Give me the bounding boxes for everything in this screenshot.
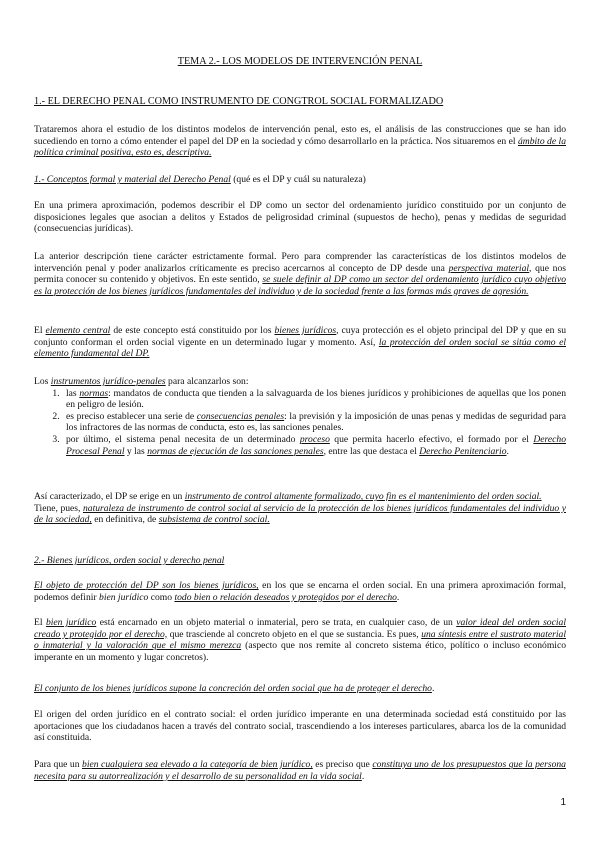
- emphasis-run: valor ideal del orden social creado y protegido por el derecho,: [34, 617, 566, 640]
- emphasis-run: bien jurídico: [45, 617, 97, 628]
- characterization-line: [34, 491, 566, 503]
- emphasis-run: El objeto de protección del DP son los bienes jurídicos,: [34, 580, 259, 591]
- list-item: 1. las normas: mandatos de conducta que tienden a la salvaguarda de los bienes jurídicos y prohibiciones de aquellas que los ponen en peligro de lesión.: [62, 388, 566, 411]
- emphasis-run: Derecho Penitenciario: [419, 445, 507, 457]
- text-run: , entre las que destaca el: [323, 445, 420, 457]
- text-run: , cuya protección es el objeto principal del DP y que en su conjunto conforman el orden social vigente en un determinado lugar y momento. Así,: [34, 325, 566, 348]
- text-run: es preciso que: [312, 759, 373, 770]
- text-run: que permita hacerlo efectivo, el formado por el: [329, 433, 534, 445]
- emphasis-run: ámbito de la política criminal positiva, esto es, descriptiva.: [34, 135, 566, 159]
- instruments-list: [34, 388, 566, 458]
- text-run: para alcanzarlos son:: [165, 376, 249, 387]
- text-run: , que nos permita conocer su contenido y objetivos. En este sentido,: [34, 262, 567, 286]
- text-run: El: [34, 617, 46, 628]
- instruments-intro: [34, 376, 566, 388]
- emphasis-run: naturaleza de instrumento de control social al servicio de la protección de los bienes jurídicos fundamentales del individuo y de la sociedad,: [34, 502, 566, 526]
- text-run: .: [431, 683, 435, 694]
- text-run: está encarnado en un objeto material o inmaterial, pero se trata, en cualquier caso, de un: [96, 617, 457, 628]
- italic-run: bien jurídico: [99, 591, 149, 603]
- section-heading: 1.- EL DERECHO PENAL COMO INSTRUMENTO DE CONGTROL SOCIAL FORMALIZADO: [34, 96, 444, 107]
- list-item: [62, 411, 566, 434]
- text-run: en los que se encarna el orden social. En una primera aproximación formal, podemos definir: [34, 580, 566, 603]
- paragraph-social-order: [34, 683, 566, 695]
- emphasis-run: instrumentos jurídico-penales: [50, 376, 166, 387]
- emphasis-run: elemento central: [45, 325, 111, 336]
- emphasis-run: normas de ejecución de las sanciones penales: [147, 445, 324, 457]
- instruments-block: [34, 376, 566, 457]
- paragraph-central-element: [34, 325, 566, 360]
- text-run: como: [148, 591, 175, 603]
- emphasis-run: subsistema de control social.: [158, 514, 270, 526]
- emphasis-run: consecuencias penales: [196, 410, 285, 422]
- text-run: Los: [34, 376, 51, 387]
- text-run: .: [361, 770, 365, 782]
- text-run: Así caracterizado, el DP se erige en un: [34, 491, 185, 502]
- subsection-title: 1.- Conceptos formal y material del Derecho Penal: [34, 174, 231, 185]
- page-number: 1: [560, 797, 566, 808]
- paragraph-legal-good: [34, 617, 566, 663]
- subsection-note: (qué es el DP y cuál su naturaleza): [230, 174, 366, 185]
- emphasis-run: El conjunto de los bienes jurídicos supone la concreción del orden social que ha de proteger el derecho: [34, 683, 432, 694]
- emphasis-run: instrumento de control altamente formalizado, cuyo fin es el mantenimiento del orden social.: [184, 491, 542, 502]
- emphasis-run: todo bien o relación deseados y protegidos por el derecho: [174, 591, 397, 603]
- text-run: : mandatos de conducta que tienden a la salvaguarda de los bienes jurídicos y prohibiciones de aquellas que los ponen en peligro de lesión.: [66, 387, 566, 411]
- text-run: y las: [124, 445, 148, 457]
- page-title: TEMA 2.- LOS MODELOS DE INTERVENCIÓN PENAL: [177, 56, 423, 67]
- paragraph-social-contract: El origen del orden jurídico en el contrato social: el orden jurídico imperante en una determinada sociedad está constituido por las aportaciones que los ciudadanos hacen a través del contrato social, trascendiendo a los intereses particulares, abarca los de la comunidad así constituida.: [34, 709, 566, 744]
- text-run: (aspecto que nos remite al concreto sistema ético, político o incluso económico imperante en un momento y lugar concretos).: [34, 640, 566, 663]
- nature-line: [34, 503, 566, 526]
- paragraph-material-concept: [34, 251, 566, 297]
- paragraph-protection-object: [34, 580, 566, 603]
- paragraph-requirement: [34, 759, 566, 782]
- text-run: .: [506, 445, 509, 457]
- text-run: en definitiva, de: [91, 514, 159, 526]
- emphasis-run: bienes jurídicos: [274, 325, 337, 336]
- paragraph-formal-concept: En una primera aproximación, podemos describir el DP como un sector del ordenamiento jurídico constituido por un conjunto de disposiciones legales que asocian a delitos y Estados de peligrosidad criminal (supuestos de hecho), penas y medidas de seguridad (consecuencias jurídicas).: [34, 200, 566, 235]
- list-item: [62, 434, 566, 457]
- text-run: de este concepto está constituido por los: [110, 325, 275, 336]
- emphasis-run: perspectiva material: [448, 262, 530, 274]
- emphasis-run: una síntesis entre el sustrato material o inmaterial y la valoración que el mismo merezca: [34, 628, 566, 652]
- intro-paragraph: [34, 124, 566, 159]
- text-run: El: [34, 325, 46, 336]
- emphasis-run: se suele definir al DP como un sector del ordenamiento jurídico cuyo objetivo es la protección de los bienes jurídicos fundamentales del individuo y de la sociedad frente a las formas más graves de agresión.: [34, 274, 566, 297]
- emphasis-run: la protección del orden social se sitúa como el elemento fundamental del DP.: [34, 336, 566, 360]
- text-run: que trasciende al concreto objeto en el que se sustancia. Es pues,: [167, 628, 422, 640]
- subsection-heading-2: 2.- Bienes jurídicos, orden social y derecho penal: [34, 555, 225, 566]
- text-run: Trataremos ahora el estudio de los distintos modelos de intervención penal, esto es, el análisis de las construcciones que se han ido sucediendo en torno a cómo entender el papel del DP en la sociedad y cómo desarrollarlo en la práctica. Nos situaremos en el: [34, 124, 566, 147]
- emphasis-run: bien cualquiera sea elevado a la categoría de bien jurídico,: [82, 759, 313, 770]
- emphasis-run: proceso: [299, 433, 330, 445]
- subsection-heading-1: [34, 174, 566, 186]
- text-run: Para que un: [34, 759, 83, 770]
- text-run: : la previsión y la imposición de unas penas y medidas de seguridad para los infractores de las normas de conducta, esto es, las sanciones penales.: [66, 410, 566, 434]
- text-run: .: [396, 591, 400, 603]
- emphasis-run: constituya uno de los presupuestos que la persona necesita para su autorrealización y el desarrollo de su personalidad en la vida social: [34, 759, 566, 782]
- emphasis-run: Derecho Procesal Penal: [66, 433, 566, 457]
- text-run: Tiene, pues,: [34, 502, 83, 514]
- text-run: La anterior descripción tiene carácter estrictamente formal. Pero para comprender las características de los distintos modelos de intervención penal y poder analizarlos críticamente es preciso acercarnos al concepto de DP desde una: [34, 251, 566, 274]
- paragraph-characterization: [34, 491, 566, 526]
- emphasis-run: normas: [79, 387, 109, 399]
- text-run: por último, el sistema penal necesita de un determinado: [66, 433, 300, 445]
- text-run: es preciso establecer una serie de: [66, 410, 197, 422]
